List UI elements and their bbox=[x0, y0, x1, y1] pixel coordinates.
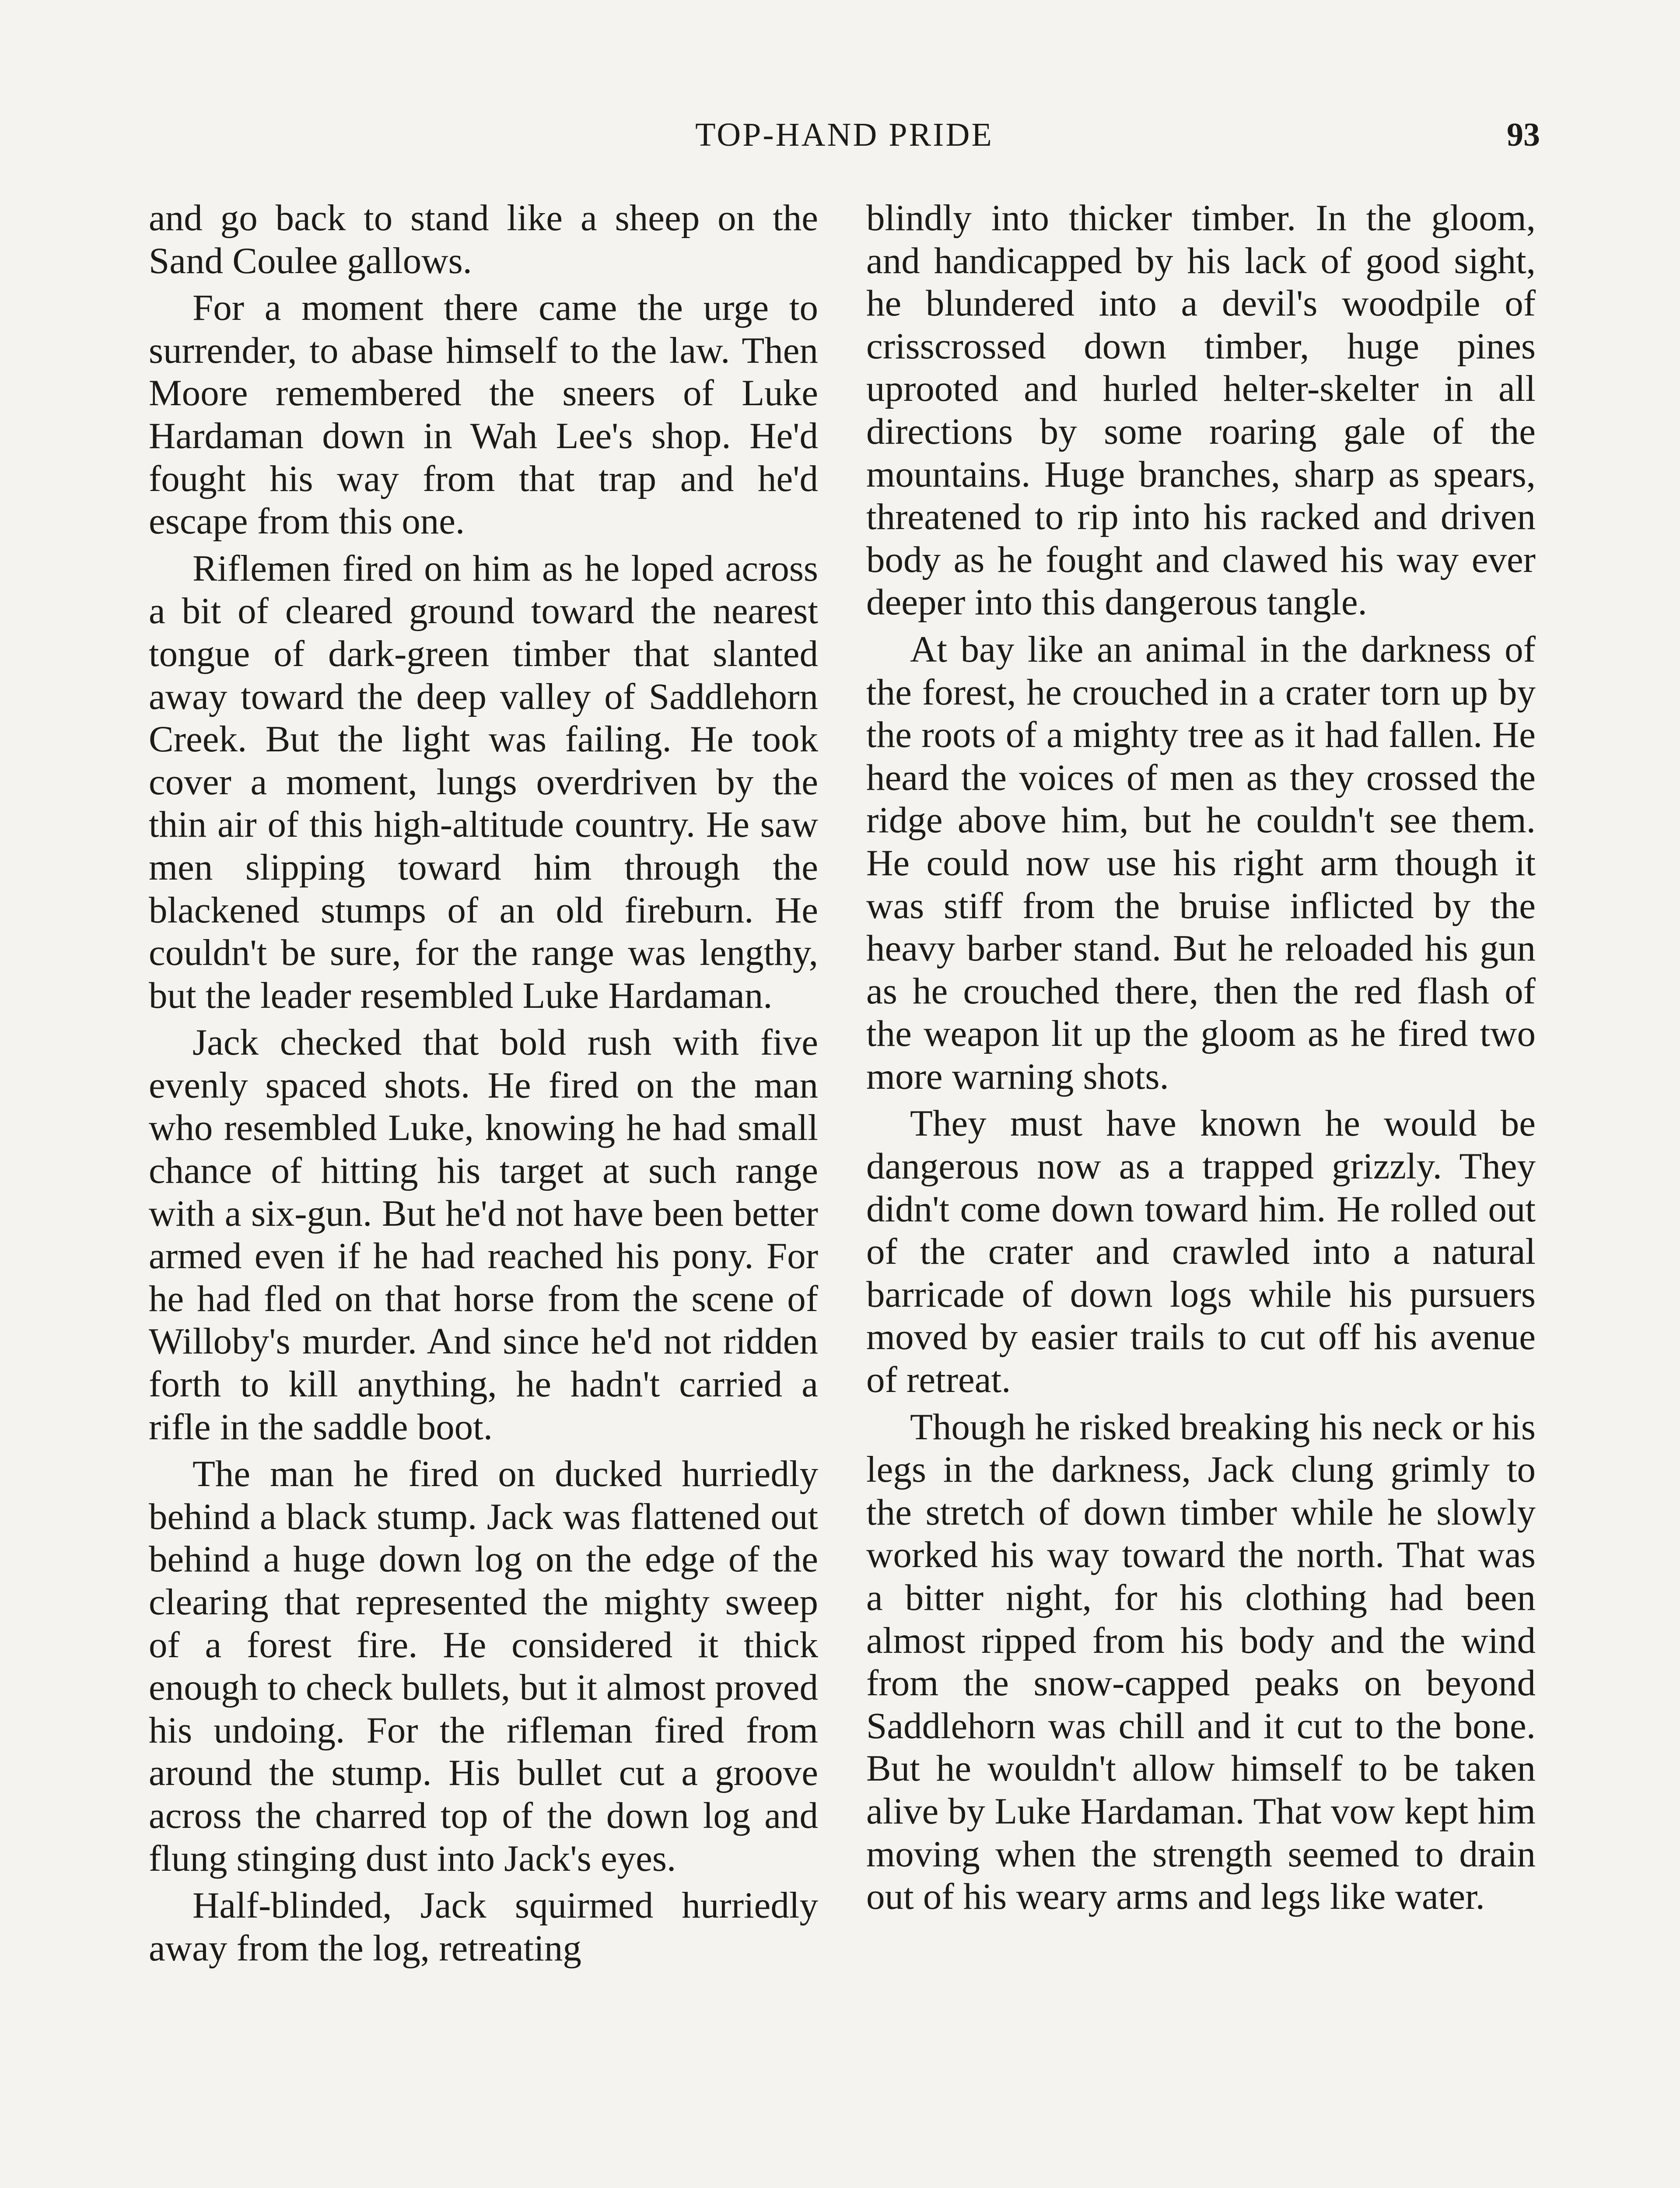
page-number: 93 bbox=[1507, 116, 1540, 153]
paragraph: Though he risked breaking his neck or his legs in the darkness, Jack clung grimly to the stretch of down timber while he slowly worked his way toward the north. That was a bitter night, for his clothing had been almost ripped from his body and the wind from the snow-capped peaks on beyond Saddlehorn was chill and it cut to the bone. But he wouldn't allow himself to be taken alive by Luke Hardaman. That vow kept him moving when the strength seemed to drain out of his weary arms and legs like water. bbox=[866, 1406, 1536, 1918]
right-column bbox=[866, 197, 1536, 1923]
running-head: TOP-HAND PRIDE bbox=[695, 116, 994, 153]
paragraph: Riflemen fired on him as he loped across a bit of cleared ground toward the nearest tongue of dark-green timber that slanted away toward the deep valley of Saddlehorn Creek. But the light was failing. He took cover a moment, lungs overdriven by the thin air of this high-altitude country. He saw men slipping toward him through the blackened stumps of an old fireburn. He couldn't be sure, for the range was lengthy, but the leader resembled Luke Hardaman. bbox=[149, 547, 818, 1016]
paragraph: Jack checked that bold rush with five evenly spaced shots. He fired on the man who resembled Luke, knowing he had small chance of hitting his target at such range with a six-gun. But he'd not have been better armed even if he had reached his pony. For he had fled on that horse from the scene of Willoby's murder. And since he'd not ridden forth to kill anything, he hadn't carried a rifle in the saddle boot. bbox=[149, 1022, 818, 1448]
paragraph: The man he fired on ducked hurriedly behind a black stump. Jack was flattened out behind a huge down log on the edge of the clearing that represented the mighty sweep of a forest fire. He considered it thick enough to check bullets, but it almost proved his undoing. For the rifleman fired from around the stump. His bullet cut a groove across the charred top of the down log and flung stinging dust into Jack's eyes. bbox=[149, 1453, 818, 1879]
left-column bbox=[149, 197, 818, 1974]
page-header bbox=[0, 113, 1680, 157]
paragraph: and go back to stand like a sheep on the Sand Coulee gallows. bbox=[149, 197, 818, 281]
paragraph: For a moment there came the urge to surrender, to abase himself to the law. Then Moore remembered the sneers of Luke Hardaman down in Wah Lee's shop. He'd fought his way from that trap and he'd escape from this one. bbox=[149, 287, 818, 542]
paragraph: blindly into thicker timber. In the gloom, and handicapped by his lack of good sight, he blundered into a devil's woodpile of crisscrossed down timber, huge pines uprooted and hurled helter-skelter in all directions by some roaring gale of the mountains. Huge branches, sharp as spears, threatened to rip into his racked and driven body as he fought and clawed his way ever deeper into this dangerous tangle. bbox=[866, 197, 1536, 623]
paragraph: Half-blinded, Jack squirmed hurriedly away from the log, retreating bbox=[149, 1885, 818, 1969]
paragraph: They must have known he would be dangerous now as a trapped grizzly. They didn't come down toward him. He rolled out of the crater and crawled into a natural barricade of down logs while his pursuers moved by easier trails to cut off his avenue of retreat. bbox=[866, 1103, 1536, 1401]
paragraph: At bay like an animal in the darkness of the forest, he crouched in a crater torn up by the roots of a mighty tree as it had fallen. He heard the voices of men as they crossed the ridge above him, but he couldn't see them. He could now use his right arm though it was stiff from the bruise inflicted by the heavy barber stand. But he reloaded his gun as he crouched there, then the red flash of the weapon lit up the gloom as he fired two more warning shots. bbox=[866, 628, 1536, 1097]
